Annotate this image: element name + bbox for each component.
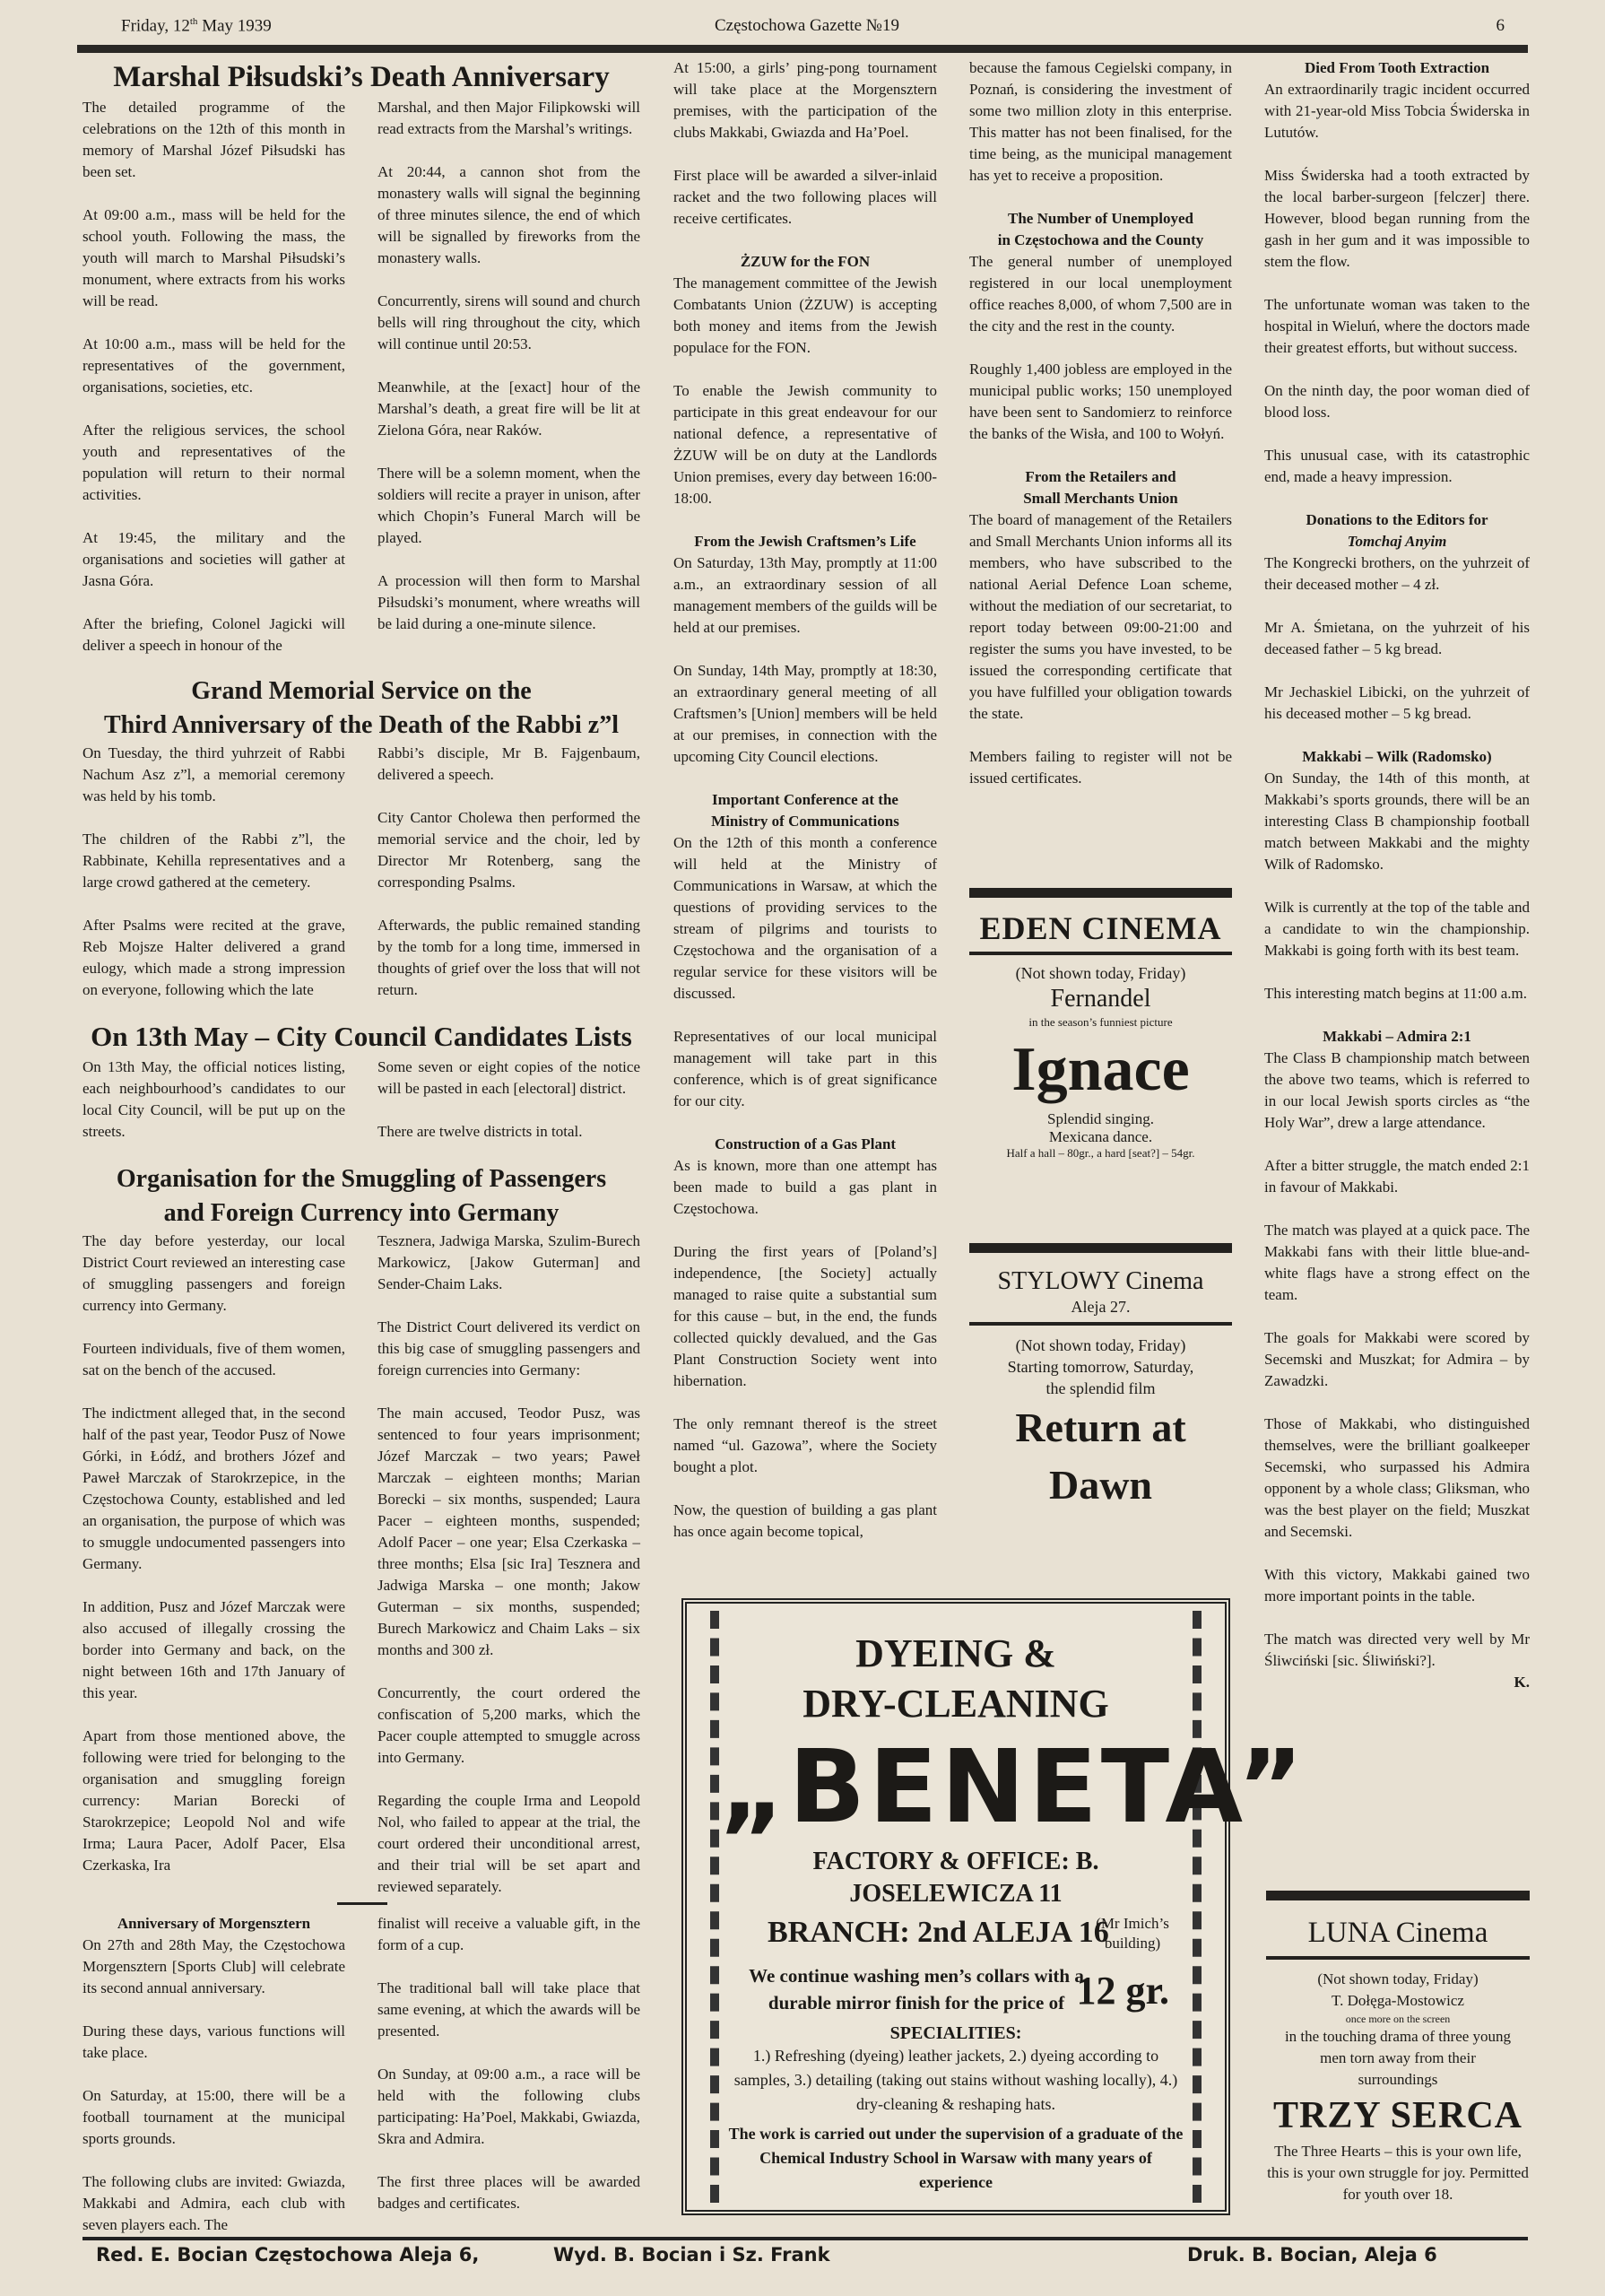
council-right: Some seven or eight copies of the notice will be pasted in each [electoral] district. There are twelve districts in total. bbox=[377, 1058, 640, 1140]
pilsudski-title: Marshal Piłsudski’s Death Anniversary bbox=[113, 61, 610, 93]
pilsudski-right: Marshal, and then Major Filipkowski will read extracts from the Marshal’s writings. At 20:44, a cannon shot from the monastery walls will signal the beginning of three minutes silence, the end of which will be signalled by fireworks from the monastery walls. Concurrently, sirens will sound and church bells will ring throughout the city, which will continue until 20:53. Meanwhile, at the [exact] hour of the Marshal’s death, a great fire will be lit at Zielona Góra, near Raków. There will be a solemn moment, when the soldiers will recite a prayer in unison, after which Chopin’s Funeral March will be played. A procession will then form to Marshal Piłsudski’s monument, where wreaths will be laid during a one-minute silence. bbox=[377, 99, 640, 632]
header-date: Friday, 12th May 1939 bbox=[121, 16, 272, 36]
council-title: On 13th May – City Council Candidates Lists bbox=[91, 1021, 632, 1052]
header-page-number: 6 bbox=[1496, 16, 1505, 35]
top-rule bbox=[77, 45, 1528, 53]
memorial-title: Grand Memorial Service on the Third Anniversary of the Death of the Rabbi z”l bbox=[104, 677, 619, 739]
memorial-right: Rabbi’s disciple, Mr B. Fajgenbaum, delivered a speech. City Cantor Cholewa then performed the memorial service and the choir, led by Director Mr Rotenberg, sang the corresponding Psalms. Afterwards, the public remained standing by the tomb for a long time, immersed in thoughts of grief over the loss that will not return. bbox=[377, 744, 640, 998]
stylowy-cinema-ad: STYLOWY Cinema Aleja 27. (Not shown today, Friday) Starting tomorrow, Saturday, the splendid film Return at Dawn bbox=[969, 1243, 1232, 1514]
smuggling-right: Tesznera, Jadwiga Marska, Szulim-Burech Markowicz, [Jakow Guterman] and Sender-Chaim Laks. The District Court delivered its verdict on this big case of smuggling passengers and foreign currencies into Germany: The main accused, Teodor Pusz, was sentenced to four years imprisonment; Józef Marczak – two years; Paweł Marczak – eighteen months; Marian Borecki – six months, suspended; Laura Pacer – eighteen months, suspended; Adolf Pacer – one year; Elsa Czerkaska – three months; Elsa [sic Ira] Tesznera and Jadwiga Marska – one month; Jakow Guterman – six months, suspended; Burech Markowicz and Chaim Laks – six months and 300 zł. Concurrently, the court ordered the confiscation of 5,200 marks, which the Pacer couple attempted to smuggle across into Germany. Regarding the couple Irma and Leopold Nol, who failed to appear at the trial, the court ordered their unconditional arrest, and their trial will be set apart and reviewed separately. bbox=[377, 1232, 640, 1895]
page-header bbox=[121, 16, 1505, 41]
header-paper: Częstochowa Gazette №19 bbox=[715, 16, 899, 35]
beneta-ad: DYEING & DRY-CLEANING „BENETA” FACTORY & OFFICE: B. JOSELEWICZA 11 BRANCH: 2nd ALEJA 16 (Mr Imich’s building) We continue washing men’s collars with a durable mirror finish for the price of 12 gr. SPECIALITIES: 1.) Refreshing (dyeing) leather jackets, 2.) dyeing according to samples, 3.) detailing (taking out stains without washing locally), 4.) dry-cleaning & reshaping hats. The work is carried out under the supervision of a graduate of the Chemical Industry School in Warsaw with many years of experience bbox=[681, 1598, 1230, 2215]
luna-cinema-ad: LUNA Cinema (Not shown today, Friday) T. Dołęga-Mostowicz once more on the screen in the touching drama of three young men torn away from their surroundings TRZY SERCA The Three Hearts – this is your own life, this is your own struggle for joy. Permitted for youth over 18. bbox=[1266, 1891, 1530, 2205]
smuggling-title: Organisation for the Smuggling of Passengers and Foreign Currency into Germany bbox=[116, 1165, 607, 1227]
column-5: Died From Tooth Extraction An extraordinarily tragic incident occurred with 21-year-old Miss Tobcia Świderska in Lututów. Miss Świderska had a tooth extracted by the local barber-surgeon [felczer] there. However, blood began running from the gash in her gum and it was impossible to stem the flow. The unfortunate woman was taken to the hospital in Wieluń, where the doctors made their greatest efforts, but without success. On the ninth day, the poor woman died of blood loss. This unusual case, with its catastrophic end, made a heavy impression. Donations to the Editors for Tomchaj Anyim The Kongrecki brothers, on the yuhrzeit of their deceased mother – 4 zł. Mr A. Śmietana, on the yuhrzeit of his deceased father – 5 kg bread. Mr Jechaskiel Libicki, on the yuhrzeit of his deceased mother – 5 kg bread. Makkabi – Wilk (Radomsko) On Sunday, the 14th of this month, at Makkabi’s sports grounds, there will be an interesting Class B championship football match between Makkabi and the mighty Wilk of Radomsko. Wilk is currently at the top of the table and a candidate to win the championship. Makkabi is going forth with its best team. This interesting match begins at 11:00 a.m. Makkabi – Admira 2:1 The Class B championship match between the above two teams, which is referred to in our local Jewish sports circles as “the Holy War”, drew a large attendance. After a bitter struggle, the match ended 2:1 in favour of Makkabi. The match was played at a quick pace. The Makkabi fans with their little blue-and-white flags have a strong effect on the team. The goals for Makkabi were scored by Secemski and Muszkat; for Admira – by Zawadzki. Those of Makkabi, who distinguished themselves, were the brilliant goalkeeper Secemski, who surpassed his Admira opponent by a whole class; Gliksman, who was the best player on the field; Muszkat and Secemski. With this victory, Makkabi gained two more important points in the table. The match was directed very well by Mr Śliwciński [sic. Śliwiński?]. K. bbox=[1264, 59, 1530, 1691]
council-left: On 13th May, the official notices listing, each neighbourhood’s candidates to our local City Council, will be put up on the streets. bbox=[82, 1058, 345, 1140]
eden-cinema-ad: EDEN CINEMA (Not shown today, Friday) Fernandel in the season’s funniest picture Ignace Splendid singing. Mexicana dance. Half a hall – 80gr., a hard [seat?] – 54gr. bbox=[969, 888, 1232, 1161]
morgensztern-right: finalist will receive a valuable gift, in the form of a cup. The traditional ball will take place that same evening, at which the awards will be presented. On Sunday, at 09:00 a.m., a race will be held with the following clubs participating: Ha’Poel, Makkabi, Gwiazda, Skra and Admira. The first three places will be awarded badges and certificates. bbox=[377, 1915, 640, 2212]
column-3: At 15:00, a girls’ ping-pong tournament will take place at the Morgensztern premises, with the participation of the clubs Makkabi, Gwiazda and Ha’Poel. First place will be awarded a silver-inlaid racket and the two following places will receive certificates. ŻZUW for the FON The management committee of the Jewish Combatants Union (ŻZUW) is accepting both money and items from the Jewish populace for the FON. To enable the Jewish community to participate in this great endeavour for our national defence, a representative of ŻZUW will be on duty at the Landlords Union premises, every day between 16:00-18:00. From the Jewish Craftsmen’s Life On Saturday, 13th May, promptly at 11:00 a.m., an extraordinary session of all management members of the guilds will be held at our premises. On Sunday, 14th May, promptly at 18:30, an extraordinary general meeting of all Craftsmen’s [Union] members will be held at our premises, in connection with the upcoming City Council elections. Important Conference at the Ministry of Communications On the 12th of this month a conference will held at the Ministry of Communications in Warsaw, at which the questions of providing services to the stream of pilgrims and tourists to Częstochowa and the organisation of a regular service for these visitors will be discussed. Representatives of our local municipal management will take part in this conference, which is of great significance for our city. Construction of a Gas Plant As is known, more than one attempt has been made to build a gas plant in Częstochowa. During the first years of [Poland’s] independence, [the Society] actually managed to raise quite a substantial sum for this cause – but, in the end, the funds collected quickly devalued, and the Gas Plant Construction Society went into hibernation. The only remnant thereof is the street named “ul. Gazowa”, where the Society bought a plot. Now, the question of building a gas plant has once again become topical, bbox=[673, 59, 937, 1540]
smuggling-left: The day before yesterday, our local District Court reviewed an interesting case of smuggling passengers and foreign currency into Germany. Fourteen individuals, five of them women, sat on the bench of the accused. The indictment alleged that, in the second half of the past year, Teodor Pusz of Nowe Górki, in Łódź, and brothers Józef and Paweł Marczak of Starokrzepice, in the Częstochowa County, established and led an organisation, the purpose of which was to smuggle undocumented passengers into Germany. In addition, Pusz and Józef Marczak were also accused of illegally crossing the border into Germany and back, on the night between 16th and 17th January of this year. Apart from those mentioned above, the following were tried for belonging to the organisation and smuggling foreign currency: Marian Borecki of Starokrzepice; Leopold Nol and wife Irma; Laura Pacer, Adolf Pacer, Elsa Czerkaska, Ira bbox=[82, 1232, 345, 1874]
footer: Red. E. Bocian Częstochowa Aleja 6, Wyd. B. Bocian i Sz. Frank Druk. B. Bocian, Aleja 6 bbox=[96, 2244, 1437, 2266]
pilsudski-left: The detailed programme of the celebrations on the 12th of this month in memory of Marshal Józef Piłsudski has been set. At 09:00 a.m., mass will be held for the school youth. Following the mass, the youth will march to Marshal Piłsudski’s monument, where extracts from his works will be read. At 10:00 a.m., mass will be held for the representatives of the government, organisations, societies, etc. After the religious services, the school youth and representatives of the population will return to their normal activities. At 19:45, the military and the organisations and societies will gather at Jasna Góra. After the briefing, Colonel Jagicki will deliver a speech in honour of the bbox=[82, 99, 345, 654]
morgensztern-left: Anniversary of Morgensztern On 27th and 28th May, the Częstochowa Morgensztern [Sports Club] will celebrate its second annual anniversary. During these days, various functions will take place. On Saturday, at 15:00, there will be a football tournament at the municipal sports grounds. The following clubs are invited: Gwiazda, Makkabi and Admira, each club with seven players each. The bbox=[82, 1915, 345, 2233]
column-4: because the famous Cegielski company, in Poznań, is considering the investment of some two million zloty in this enterprise. This matter has not been finalised, for the time being, as the municipal management has yet to receive a proposition. The Number of Unemployed in Częstochowa and the County The general number of unemployed registered in our local unemployment office reaches 8,000, of whom 7,500 are in the city and the rest in the county. Roughly 1,400 jobless are employed in the municipal public works; 150 unemployed have been sent to Sandomierz to reinforce the banks of the Wisła, and 100 to Wołyń. From the Retailers and Small Merchants Union The board of management of the Retailers and Small Merchants Union informs all its members, who have subscribed to the national Aerial Defence Loan scheme, without the mediation of our secretariat, to report today between 09:00-21:00 and register the sums you have invested, to be issued the corresponding certificate that you have fulfilled your obligation towards the state. Members failing to register will not be issued certificates. bbox=[969, 59, 1232, 787]
memorial-left: On Tuesday, the third yuhrzeit of Rabbi Nachum Asz z”l, a memorial ceremony was held by his tomb. The children of the Rabbi z”l, the Rabbinate, Kehilla representatives and a large crowd gathered at the cemetery. After Psalms were recited at the grave, Reb Mojsze Halter delivered a grand eulogy, which made a strong impression on everyone, following which the late bbox=[82, 744, 345, 998]
short-rule bbox=[337, 1902, 387, 1905]
